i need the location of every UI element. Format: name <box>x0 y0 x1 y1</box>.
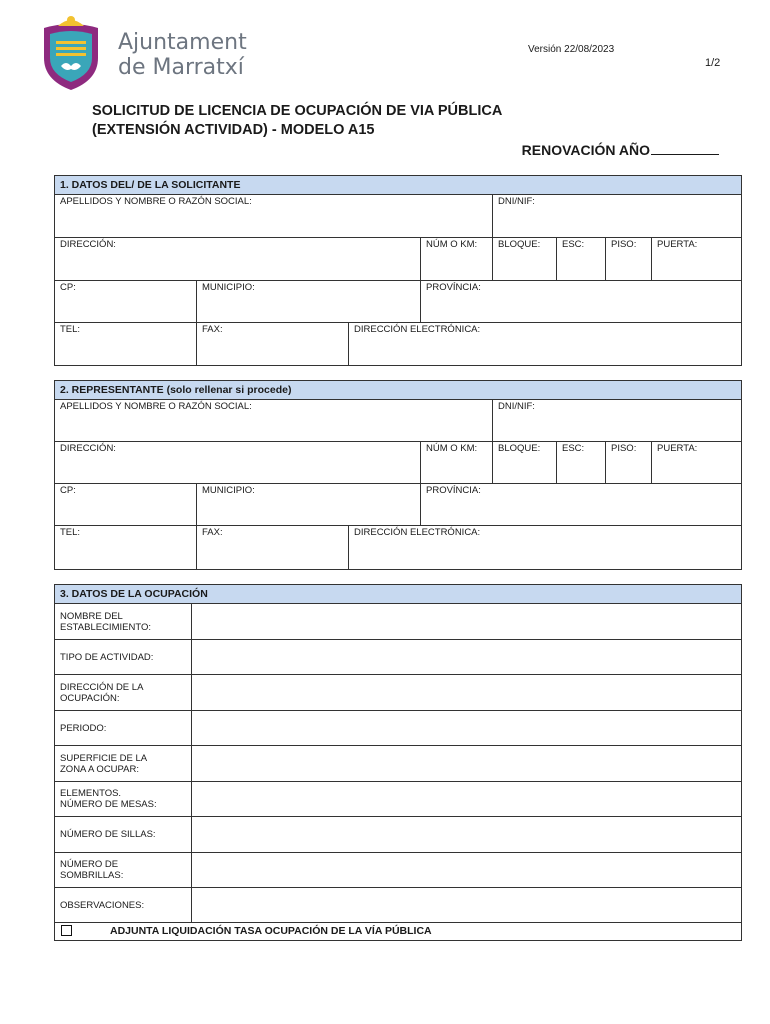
organization-name <box>118 30 247 80</box>
occupation-row[interactable] <box>55 711 741 746</box>
applicant-floor-label: PISO: <box>611 239 637 250</box>
rep-row-name <box>55 400 741 442</box>
rep-floor-field[interactable] <box>605 442 651 483</box>
occupation-row[interactable] <box>55 746 741 782</box>
rep-fax-field[interactable] <box>196 526 348 569</box>
occupation-row-label <box>55 746 192 781</box>
occupation-row[interactable] <box>55 853 741 888</box>
rep-num-label: NÚM O KM: <box>426 443 478 454</box>
rep-province-field[interactable] <box>420 484 741 525</box>
label-line: ZONA A OCUPAR: <box>60 763 140 775</box>
rep-dni-label: DNI/NIF: <box>498 401 535 412</box>
fee-liquidation-row <box>55 923 741 940</box>
applicant-num-label: NÚM O KM: <box>426 239 478 250</box>
rep-door-field[interactable] <box>651 442 741 483</box>
applicant-floor-field[interactable] <box>605 238 651 280</box>
label-line: ELEMENTOS. <box>60 788 122 799</box>
label-line: NÚMERO DE <box>60 859 119 870</box>
applicant-province-field[interactable] <box>420 281 741 322</box>
applicant-row-address <box>55 238 741 281</box>
rep-province-label: PROVÍNCIA: <box>426 485 481 496</box>
label-line: PERIODO: <box>60 722 107 734</box>
rep-door-label: PUERTA: <box>657 443 698 454</box>
applicant-name-field[interactable] <box>55 195 492 237</box>
rep-row-address <box>55 442 741 484</box>
rep-stair-label: ESC: <box>562 443 585 454</box>
occupation-row[interactable] <box>55 888 741 923</box>
occupation-row[interactable] <box>55 817 741 853</box>
rep-tel-label: TEL: <box>60 527 81 538</box>
applicant-row-contact <box>55 323 741 365</box>
renovation-year-field[interactable] <box>651 142 719 155</box>
label-line: ESTABLECIMIENTO: <box>60 621 151 633</box>
rep-name-label: APELLIDOS Y NOMBRE O RAZÓN SOCIAL: <box>60 401 252 412</box>
renovation-label: RENOVACIÓN AÑO <box>521 142 650 158</box>
applicant-cp-field[interactable] <box>55 281 196 322</box>
applicant-fax-field[interactable] <box>196 323 348 365</box>
applicant-door-label: PUERTA: <box>657 239 698 250</box>
form-title <box>92 102 502 140</box>
org-line-2: de Marratxí <box>118 55 244 80</box>
label-line: OBSERVACIONES: <box>60 899 145 911</box>
applicant-address-field[interactable] <box>55 238 420 280</box>
rep-email-field[interactable] <box>348 526 741 569</box>
rep-cp-label: CP: <box>60 485 76 496</box>
applicant-name-label: APELLIDOS Y NOMBRE O RAZÓN SOCIAL: <box>60 196 252 207</box>
label-line: SOMBRILLAS: <box>60 870 124 881</box>
occupation-row-label <box>55 817 192 852</box>
label-line: DIRECCIÓN DE LA <box>60 681 144 693</box>
rep-dni-field[interactable] <box>492 400 741 441</box>
section-applicant <box>54 175 742 366</box>
applicant-municipality-field[interactable] <box>196 281 420 322</box>
label-line: OCUPACIÓN: <box>60 692 120 704</box>
applicant-address-label: DIRECCIÓN: <box>60 239 116 250</box>
applicant-municipality-label: MUNICIPIO: <box>202 282 255 293</box>
section-occupation-header: 3. DATOS DE LA OCUPACIÓN <box>55 585 741 604</box>
fee-liquidation-label: ADJUNTA LIQUIDACIÓN TASA OCUPACIÓN DE LA VÍA PÚBLICA <box>110 925 432 937</box>
label-line: TIPO DE ACTIVIDAD: <box>60 651 154 663</box>
renovation-year <box>522 142 719 158</box>
rep-row-location <box>55 484 741 526</box>
applicant-province-label: PROVÍNCIA: <box>426 282 481 293</box>
rep-cp-field[interactable] <box>55 484 196 525</box>
rep-fax-label: FAX: <box>202 527 223 538</box>
applicant-row-location <box>55 281 741 323</box>
applicant-stair-field[interactable] <box>556 238 605 280</box>
applicant-cp-label: CP: <box>60 282 76 293</box>
section-representative <box>54 380 742 570</box>
rep-address-label: DIRECCIÓN: <box>60 443 116 454</box>
label-line: NOMBRE DEL <box>60 610 123 622</box>
version-text: Versión 22/08/2023 <box>528 44 615 55</box>
rep-tel-field[interactable] <box>55 526 196 569</box>
applicant-block-label: BLOQUE: <box>498 239 541 250</box>
occupation-row-label <box>55 782 192 816</box>
rep-floor-label: PISO: <box>611 443 637 454</box>
org-line-1: Ajuntament <box>118 30 247 55</box>
applicant-tel-field[interactable] <box>55 323 196 365</box>
label-line: NÚMERO DE SILLAS: <box>60 829 156 840</box>
section-representative-header: 2. REPRESENTANTE (solo rellenar si procede) <box>55 381 741 400</box>
rep-block-field[interactable] <box>492 442 556 483</box>
applicant-door-field[interactable] <box>651 238 741 280</box>
occupation-row-label <box>55 853 192 887</box>
occupation-row[interactable] <box>55 675 741 711</box>
applicant-email-label: DIRECCIÓN ELECTRÓNICA: <box>354 324 481 335</box>
occupation-row-label <box>55 604 192 639</box>
rep-email-label: DIRECCIÓN ELECTRÓNICA: <box>354 527 481 538</box>
applicant-dni-field[interactable] <box>492 195 741 237</box>
form-title-line-1: SOLICITUD DE LICENCIA DE OCUPACIÓN DE VIA PÚBLICA <box>92 103 503 119</box>
occupation-row-label <box>55 711 192 745</box>
occupation-row-label <box>55 640 192 674</box>
rep-name-field[interactable] <box>55 400 492 441</box>
occupation-row[interactable] <box>55 604 741 640</box>
occupation-row-label <box>55 888 192 922</box>
occupation-row[interactable] <box>55 640 741 675</box>
rep-municipality-label: MUNICIPIO: <box>202 485 255 496</box>
form-title-line-2: (EXTENSIÓN ACTIVIDAD) - MODELO A15 <box>92 122 375 138</box>
rep-stair-field[interactable] <box>556 442 605 483</box>
page-number: 1/2 <box>705 57 721 69</box>
applicant-dni-label: DNI/NIF: <box>498 196 535 207</box>
occupation-row-label <box>55 675 192 710</box>
rep-municipality-field[interactable] <box>196 484 420 525</box>
applicant-num-field[interactable] <box>420 238 492 280</box>
label-line: SUPERFICIE DE LA <box>60 752 148 764</box>
section-occupation <box>54 584 742 941</box>
rep-block-label: BLOQUE: <box>498 443 541 454</box>
applicant-block-field[interactable] <box>492 238 556 280</box>
fee-liquidation-checkbox[interactable] <box>61 925 72 936</box>
section-applicant-header: 1. DATOS DEL/ DE LA SOLICITANTE <box>55 176 741 195</box>
applicant-email-field[interactable] <box>348 323 741 365</box>
applicant-stair-label: ESC: <box>562 239 585 250</box>
rep-num-field[interactable] <box>420 442 492 483</box>
applicant-tel-label: TEL: <box>60 324 81 335</box>
applicant-row-name <box>55 195 741 238</box>
marratxi-coat-of-arms-logo <box>36 14 106 92</box>
applicant-fax-label: FAX: <box>202 324 223 335</box>
occupation-row[interactable] <box>55 782 741 817</box>
rep-row-contact <box>55 526 741 569</box>
rep-address-field[interactable] <box>55 442 420 483</box>
label-line: NÚMERO DE MESAS: <box>60 799 157 810</box>
